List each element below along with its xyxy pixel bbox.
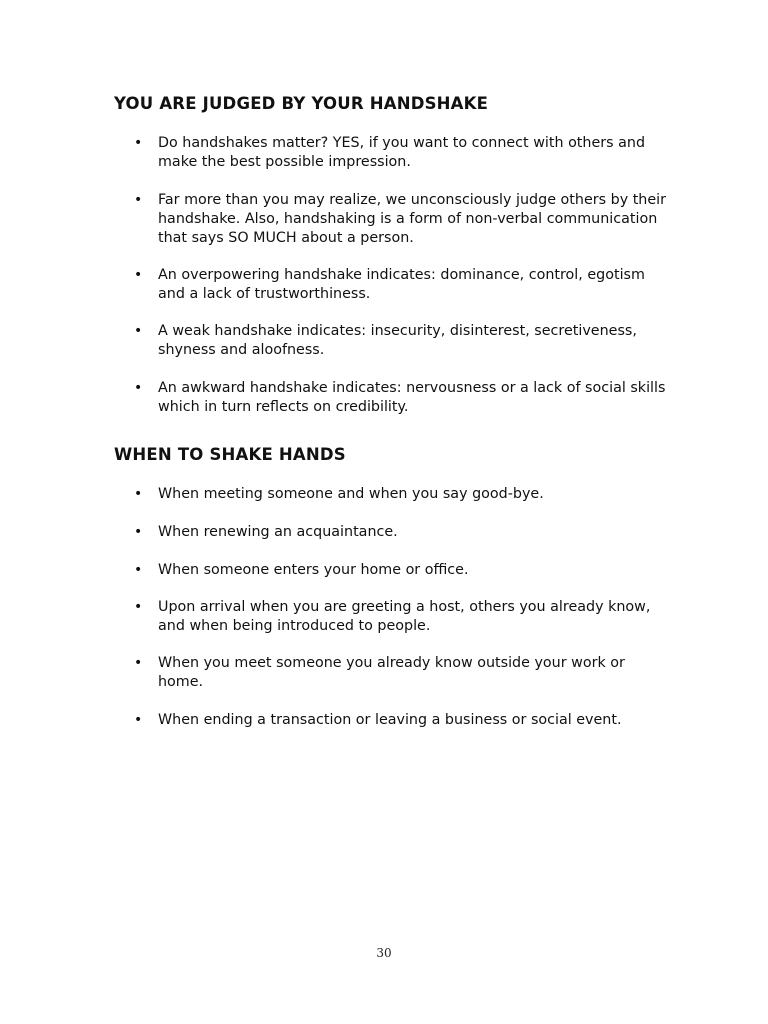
list-item — [134, 322, 674, 360]
bullet-icon: • — [134, 267, 143, 283]
page-number: 30 — [376, 946, 392, 960]
bullet-icon: • — [134, 562, 143, 578]
list-item — [134, 711, 674, 730]
list-item — [134, 654, 674, 692]
list-item — [134, 134, 674, 172]
bullet-icon: • — [134, 486, 143, 502]
list-item — [134, 485, 674, 504]
list-item-text: An overpowering handshake indicates: dominance, control, egotism and a lack of trustworthiness. — [158, 267, 645, 302]
list-item-text: When ending a transaction or leaving a business or social event. — [158, 712, 622, 728]
list-item — [134, 379, 674, 417]
bullet-icon: • — [134, 655, 143, 671]
bullet-icon: • — [134, 524, 143, 540]
list-item-text: A weak handshake indicates: insecurity, disinterest, secretiveness, shyness and aloofness. — [158, 323, 637, 358]
list-item — [134, 598, 674, 636]
list-item-text: When meeting someone and when you say good-bye. — [158, 486, 544, 502]
list-item — [134, 191, 674, 248]
bullet-icon: • — [134, 599, 143, 615]
bullet-icon: • — [134, 380, 143, 396]
bullet-icon: • — [134, 323, 143, 339]
list-item-text: An awkward handshake indicates: nervousness or a lack of social skills which in turn reflects on credibility. — [158, 380, 666, 415]
bullet-icon: • — [134, 712, 143, 728]
list-item-text: Far more than you may realize, we unconsciously judge others by their handshake. Also, handshaking is a form of non-verbal communication that says SO MUCH about a person. — [158, 192, 667, 246]
bullet-icon: • — [134, 192, 143, 208]
list-item-text: When renewing an acquaintance. — [158, 524, 398, 540]
bullet-icon: • — [134, 135, 143, 151]
section-heading-handshake-judgment: YOU ARE JUDGED BY YOUR HANDSHAKE — [114, 94, 489, 113]
section-heading-when-to-shake: WHEN TO SHAKE HANDS — [114, 445, 346, 464]
list-item — [134, 266, 674, 304]
list-item — [134, 561, 674, 580]
list-item-text: Upon arrival when you are greeting a host, others you already know, and when being introduced to people. — [158, 599, 651, 634]
list-item-text: When you meet someone you already know outside your work or home. — [158, 655, 625, 690]
list-item-text: Do handshakes matter? YES, if you want to connect with others and make the best possible impression. — [158, 135, 646, 170]
list-item — [134, 523, 674, 542]
list-item-text: When someone enters your home or office. — [158, 562, 469, 578]
